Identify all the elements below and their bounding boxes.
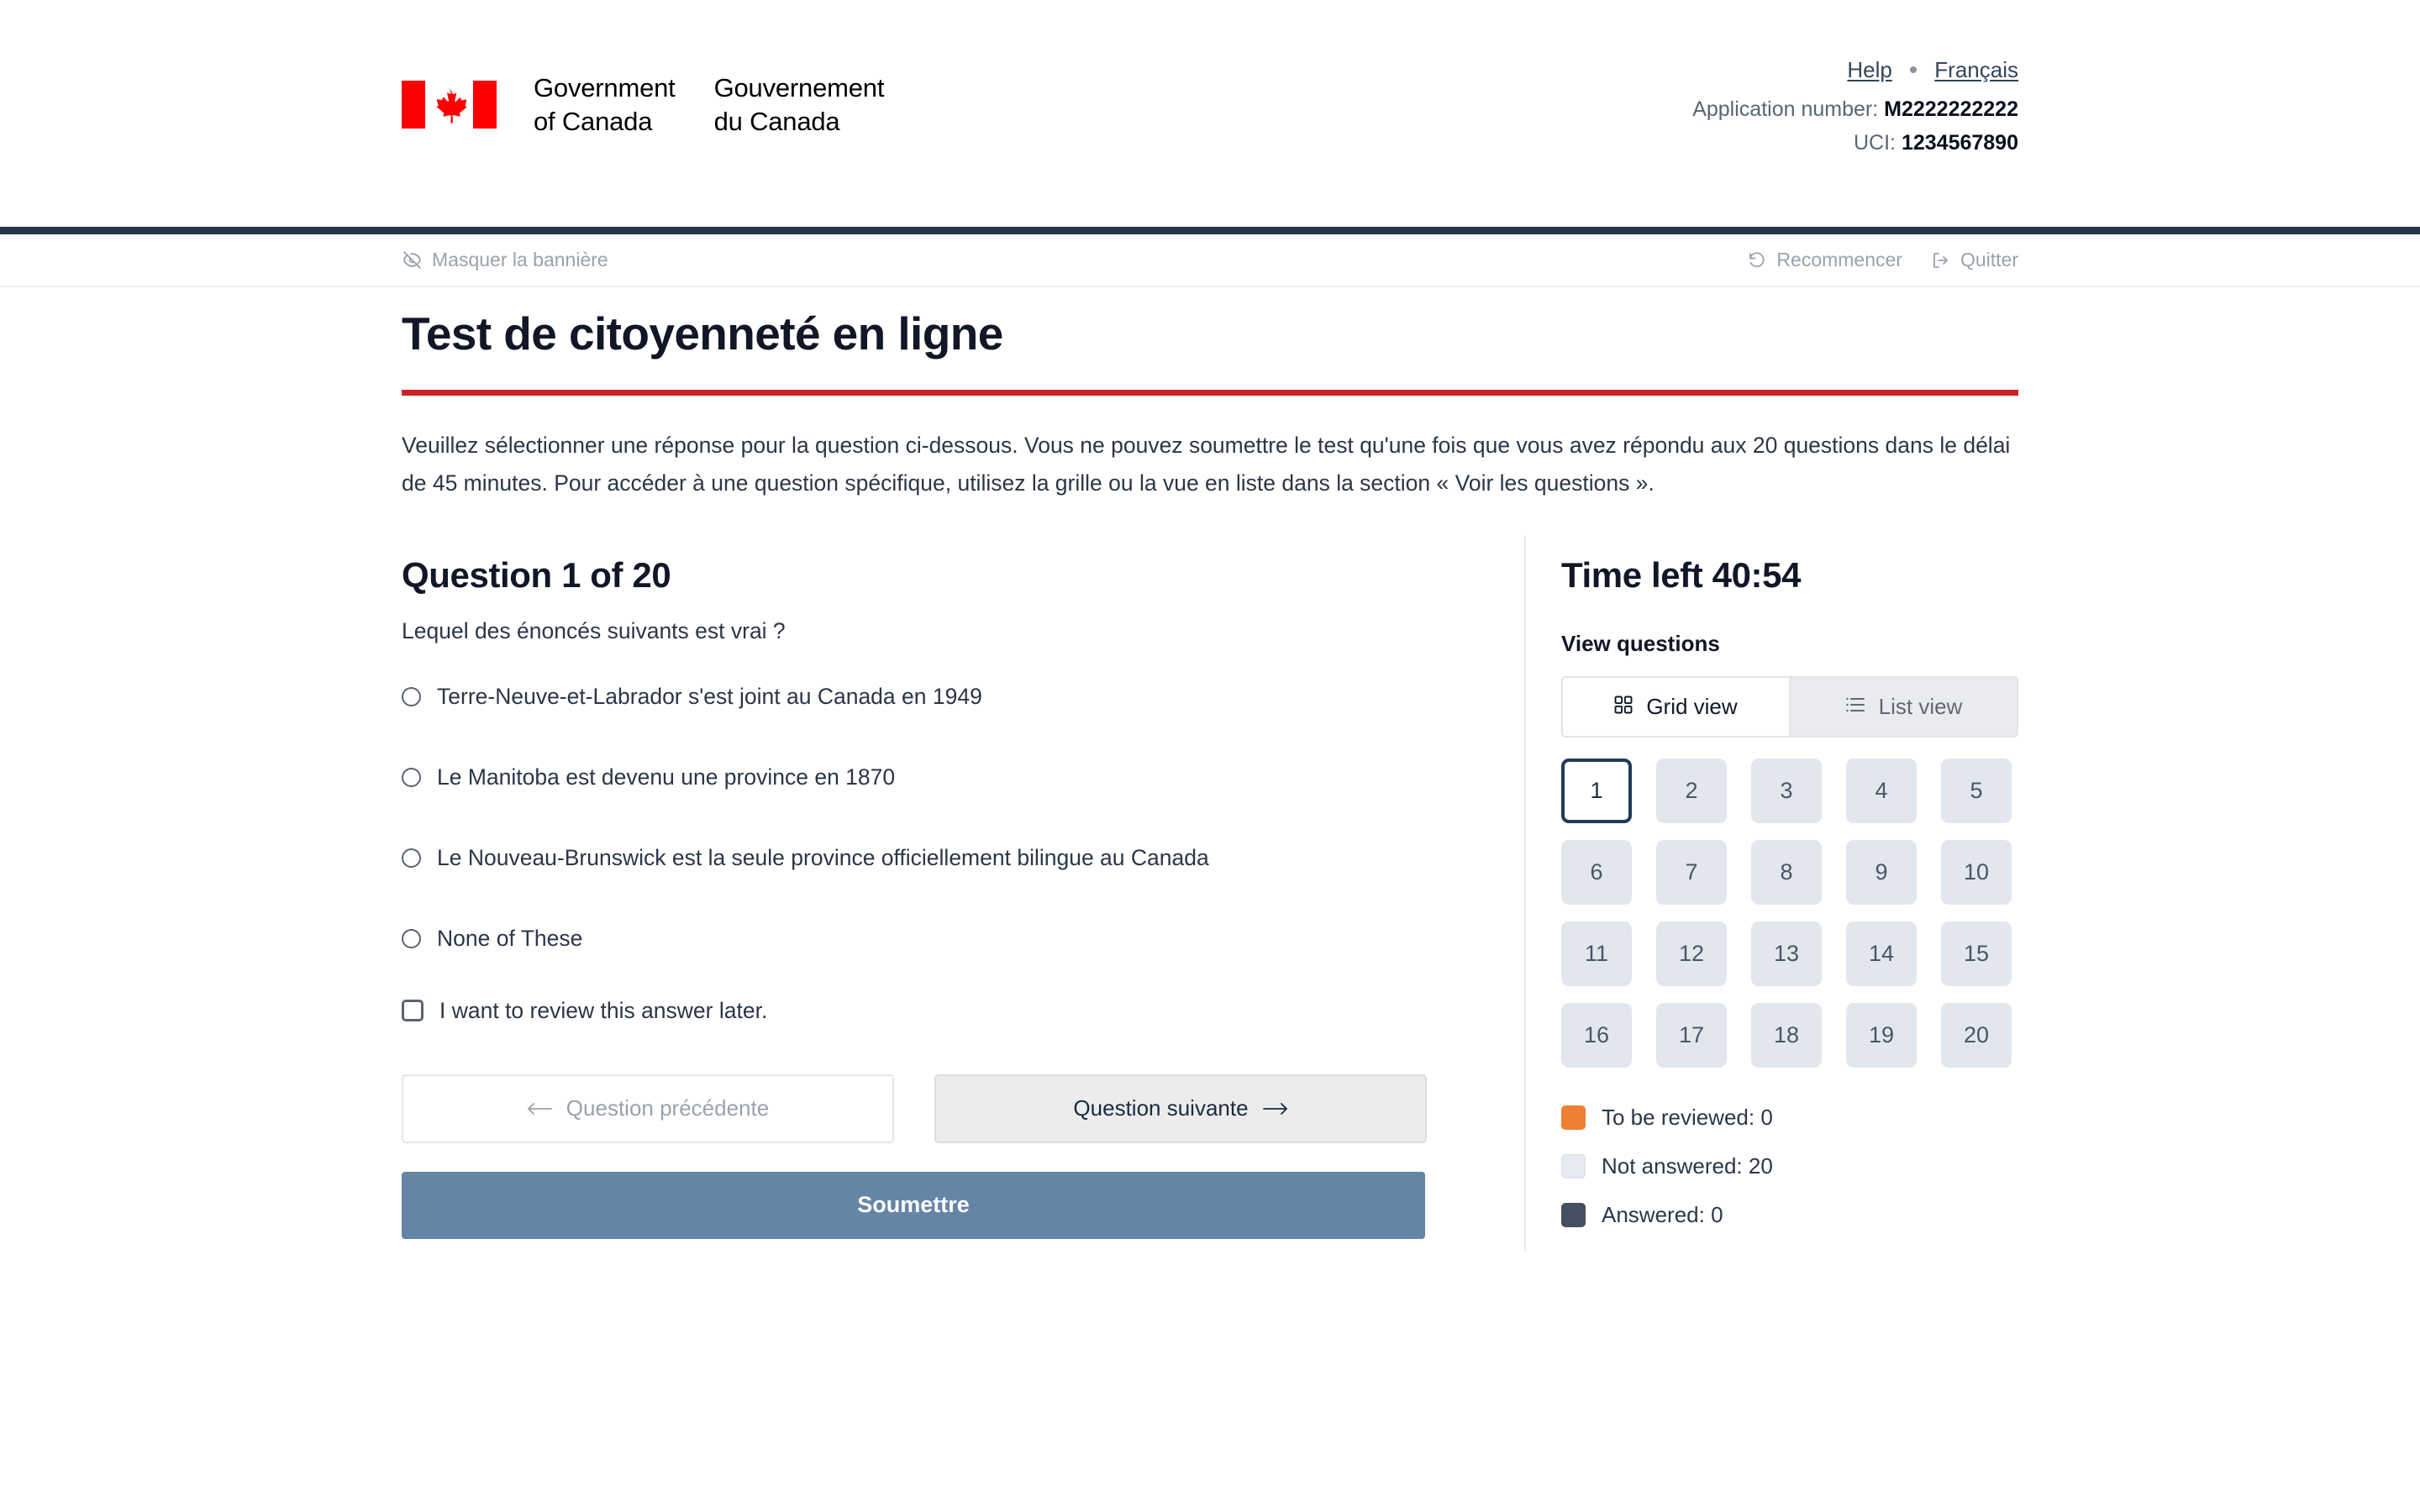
uci-value: 1234567890 xyxy=(1901,131,2018,155)
review-later-label: I want to review this answer later. xyxy=(439,997,768,1023)
question-grid-cell[interactable]: 12 xyxy=(1656,921,1727,986)
question-grid-cell[interactable]: 4 xyxy=(1846,759,1917,823)
question-grid-cell[interactable]: 6 xyxy=(1561,840,1632,905)
status-legend xyxy=(1561,1105,2018,1228)
legend-label: Not answered: 20 xyxy=(1602,1152,1773,1179)
question-grid-cell[interactable]: 10 xyxy=(1941,840,2012,905)
view-mode-toggle xyxy=(1561,676,2018,738)
eye-off-icon xyxy=(402,249,423,270)
question-grid-cell[interactable]: 19 xyxy=(1846,1003,1917,1068)
time-left-display: Time left 40:54 xyxy=(1561,554,1802,595)
answer-option-label: Le Manitoba est devenu une province en 1870 xyxy=(437,764,896,790)
separator-dot-icon xyxy=(1910,66,1917,73)
question-text: Lequel des énoncés suivants est vrai ? xyxy=(402,617,786,643)
legend-label: Answered: 0 xyxy=(1602,1201,1723,1227)
application-number-row xyxy=(1692,92,2018,126)
next-question-button[interactable] xyxy=(934,1074,1427,1143)
quit-button[interactable] xyxy=(1931,249,2018,271)
question-grid-cell[interactable]: 14 xyxy=(1846,921,1917,986)
brand-english xyxy=(534,71,676,138)
brand-wordmark xyxy=(534,71,884,138)
question-column xyxy=(402,535,1524,1251)
previous-question-button[interactable] xyxy=(402,1074,894,1143)
list-view-label: List view xyxy=(1878,693,1963,719)
question-grid-cell[interactable]: 15 xyxy=(1941,921,2012,986)
uci-row xyxy=(1692,126,2018,160)
restart-icon xyxy=(1747,250,1767,270)
question-grid-cell[interactable]: 16 xyxy=(1561,1003,1632,1068)
legend-label: To be reviewed: 0 xyxy=(1602,1104,1773,1130)
status-swatch-answered xyxy=(1561,1203,1586,1227)
title-underline-rule xyxy=(402,390,2018,396)
arrow-right-icon xyxy=(1263,1095,1288,1121)
answer-option-label: None of These xyxy=(437,926,583,952)
question-grid-cell[interactable]: 17 xyxy=(1656,1003,1727,1068)
question-grid-cell[interactable]: 2 xyxy=(1656,759,1727,823)
quit-label: Quitter xyxy=(1960,249,2018,270)
list-view-tab[interactable] xyxy=(1789,678,2017,736)
list-icon xyxy=(1845,694,1865,720)
hide-banner-label: Masquer la bannière xyxy=(432,249,608,270)
flag-right-bar xyxy=(473,81,497,129)
status-swatch-not-answered xyxy=(1561,1154,1586,1179)
answer-option-label: Le Nouveau-Brunswick est la seule province officiellement bilingue au Canada xyxy=(437,845,1209,871)
header-links xyxy=(1692,57,2018,83)
previous-question-label: Question précédente xyxy=(566,1095,770,1121)
answer-option[interactable] xyxy=(402,917,1474,961)
brand-en-line1: Government xyxy=(534,73,676,102)
application-number-label: Application number: xyxy=(1692,97,1879,121)
question-grid-cell[interactable]: 8 xyxy=(1751,840,1822,905)
status-swatch-to-be-reviewed xyxy=(1561,1105,1586,1130)
global-header xyxy=(0,0,2420,227)
content-columns xyxy=(402,535,2018,1251)
hide-banner-button[interactable] xyxy=(402,249,608,271)
brand-french xyxy=(714,71,885,138)
legend-item xyxy=(1561,1105,2018,1131)
answer-option[interactable] xyxy=(402,837,1474,880)
page-title: Test de citoyenneté en ligne xyxy=(402,307,1003,360)
navy-divider-bar xyxy=(0,227,2420,234)
answer-option[interactable] xyxy=(402,675,1474,719)
exit-icon xyxy=(1931,250,1951,270)
question-grid-cell[interactable]: 18 xyxy=(1751,1003,1822,1068)
question-grid-cell[interactable]: 7 xyxy=(1656,840,1727,905)
question-grid-cell[interactable]: 9 xyxy=(1846,840,1917,905)
question-navigation-buttons xyxy=(402,1074,1474,1143)
canada-flag-icon xyxy=(402,81,497,129)
brand-fr-line2: du Canada xyxy=(713,106,840,136)
arrow-left-icon xyxy=(527,1095,552,1121)
question-grid-cell[interactable]: 1 xyxy=(1561,759,1632,823)
radio-icon[interactable] xyxy=(402,848,421,868)
radio-icon[interactable] xyxy=(402,768,421,787)
question-grid-cell[interactable]: 13 xyxy=(1751,921,1822,986)
radio-icon[interactable] xyxy=(402,929,421,948)
maple-leaf-icon xyxy=(425,81,473,129)
grid-view-label: Grid view xyxy=(1646,693,1738,719)
answer-options-list xyxy=(402,675,1474,961)
government-of-canada-brand xyxy=(402,71,884,138)
submit-button[interactable]: Soumettre xyxy=(402,1172,1425,1239)
legend-item xyxy=(1561,1153,2018,1179)
answer-option[interactable] xyxy=(402,756,1474,800)
page-content xyxy=(402,287,2018,1251)
help-link[interactable]: Help xyxy=(1847,57,1892,82)
uci-label: UCI: xyxy=(1854,131,1896,155)
checkbox-icon[interactable] xyxy=(402,1000,424,1021)
question-grid xyxy=(1561,759,2018,1068)
review-later-checkbox-row[interactable] xyxy=(402,998,1474,1024)
view-questions-label: View questions xyxy=(1561,630,1720,656)
brand-fr-line1: Gouvernement xyxy=(713,73,885,102)
header-right-block xyxy=(1692,57,2018,160)
restart-label: Recommencer xyxy=(1776,249,1902,270)
next-question-label: Question suivante xyxy=(1073,1095,1249,1121)
test-controls-group xyxy=(1747,249,2018,271)
radio-icon[interactable] xyxy=(402,687,421,706)
maple-leaf-svg xyxy=(433,87,466,123)
question-grid-cell[interactable]: 20 xyxy=(1941,1003,2012,1068)
grid-icon xyxy=(1614,694,1633,720)
language-toggle-link[interactable]: Français xyxy=(1934,57,2018,82)
intro-paragraph: Veuillez sélectionner une réponse pour la question ci-dessous. Vous ne pouvez soumettre le test qu'une fois que vous avez répondu aux 20 questions dans le délai de 45 minutes. Pour accéder à une question spécifique, utilisez la grille ou la vue en liste dans la section « Voir les questions ». xyxy=(402,432,2011,496)
legend-item xyxy=(1561,1202,2018,1228)
brand-en-line2: of Canada xyxy=(534,106,653,136)
question-grid-cell[interactable]: 3 xyxy=(1751,759,1822,823)
question-heading: Question 1 of 20 xyxy=(402,554,671,595)
question-grid-cell[interactable]: 5 xyxy=(1941,759,2012,823)
answer-option-label: Terre-Neuve-et-Labrador s'est joint au Canada en 1949 xyxy=(437,684,982,710)
sidebar-column xyxy=(1524,535,2018,1251)
restart-button[interactable] xyxy=(1747,249,1902,271)
grid-view-tab[interactable] xyxy=(1563,678,1789,736)
flag-left-bar xyxy=(402,81,425,129)
question-grid-cell[interactable]: 11 xyxy=(1561,921,1632,986)
application-number-value: M2222222222 xyxy=(1884,97,2018,121)
test-action-bar xyxy=(0,234,2420,287)
